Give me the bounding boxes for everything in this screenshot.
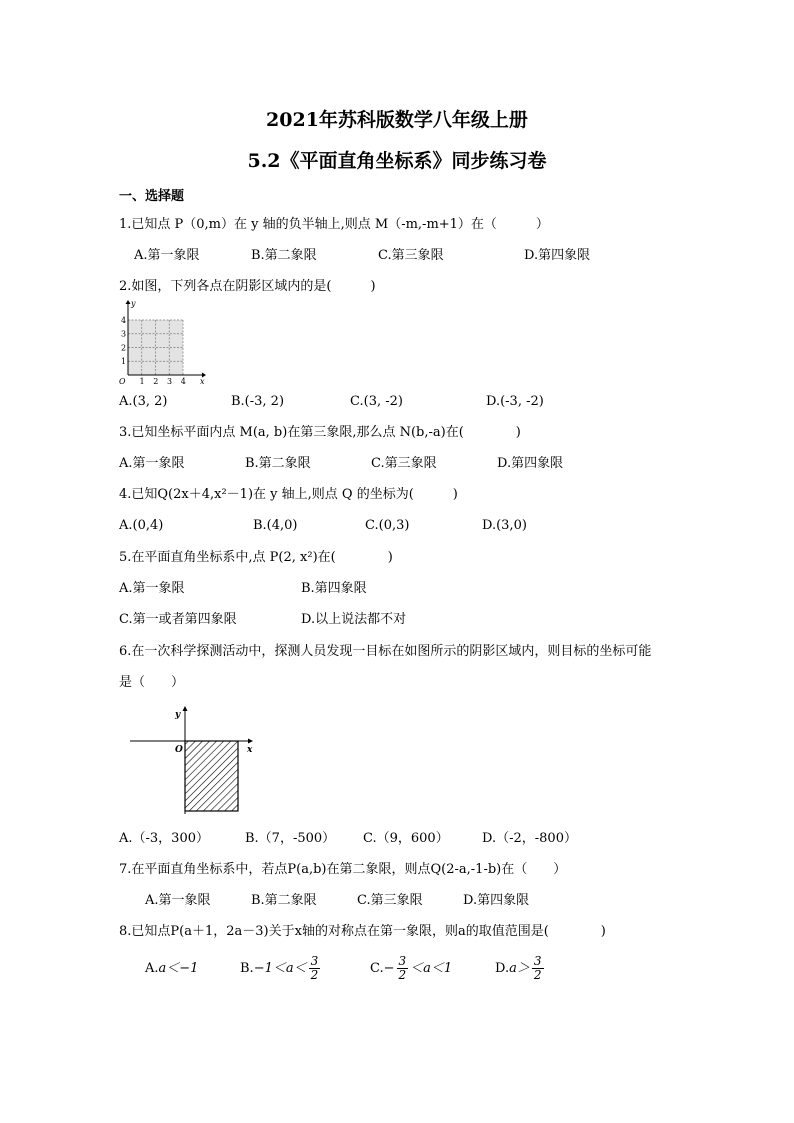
q2-x-tick: 1 [139,377,145,386]
document-subtitle: 5.2《平面直角坐标系》同步练习卷 [247,150,547,172]
question-7-stem: 7.在平面直角坐标系中，若点P(a,b)在第二象限，则点Q(2-a,-1-b)在（ ） [119,862,567,877]
q4-option-d: D.(3,0) [482,518,527,533]
q7-option-c: C.第三象限 [357,893,423,908]
q4-option-b: B.(4,0) [253,518,298,533]
fraction-denominator: 2 [533,968,542,982]
q2-origin-label: O [119,377,126,386]
q8-option-c-left: − [383,961,395,976]
q2-option-c: C.(3, -2) [350,394,403,409]
question-2-stem: 2.如图，下列各点在阴影区域内的是( ) [119,279,376,294]
q6-option-c: C.（9，600） [363,831,449,846]
q4-option-a: A.(0,4) [119,518,164,533]
q3-option-c: C.第三象限 [371,456,437,471]
q8-option-c-fraction [397,955,409,982]
q6-origin-label: O [175,745,183,755]
q6-figure [128,702,262,816]
q2-x-tick: 2 [153,377,159,386]
q1-option-c: C.第三象限 [378,248,444,263]
q8-option-d [495,953,546,985]
q6-option-d: D.（-2，-800） [482,831,577,846]
q6-y-label: y [175,710,181,720]
q2-y-tick: 3 [121,329,127,339]
q3-option-d: D.第四象限 [497,456,564,471]
q2-option-d: D.(-3, -2) [486,394,544,409]
question-6-stem-line2: 是（ ） [119,675,185,690]
q8-option-a-prefix: A. [145,961,159,976]
q3-option-b: B.第二象限 [245,456,311,471]
q2-y-axis-arrow [126,300,131,304]
q1-option-b: B.第二象限 [251,248,317,263]
q8-option-b-prefix: B. [240,961,254,976]
q5-option-d: D.以上说法都不对 [301,612,407,627]
fraction-denominator: 2 [310,968,319,982]
q6-x-axis-arrow [248,739,253,744]
q4-option-c: C.(0,3) [365,518,410,533]
q2-x-label: x [200,377,205,386]
q2-option-a: A.(3, 2) [119,394,168,409]
fraction-numerator: 3 [310,954,319,968]
q8-option-b-fraction [309,955,321,982]
section-heading: 一、选择题 [119,189,185,204]
q7-option-d: D.第四象限 [463,893,530,908]
q8-option-a-expr: a＜−1 [158,961,199,976]
q2-y-label: y [131,299,136,308]
q8-option-c-right: ＜a＜1 [410,961,453,976]
question-5-stem: 5.在平面直角坐标系中,点 P(2, x²)在( ) [119,550,393,565]
fraction-numerator: 3 [533,954,542,968]
q1-option-a: A.第一象限 [134,248,200,263]
q6-option-b: B.（7，-500） [245,831,336,846]
q7-option-a: A.第一象限 [145,893,211,908]
q3-option-a: A.第一象限 [119,456,185,471]
q6-y-axis-arrow [183,706,188,711]
q8-option-d-prefix: D. [495,961,510,976]
question-8-stem: 8.已知点P(a＋1，2a－3)关于x轴的对称点在第一象限，则a的取值范围是( ) [119,924,606,939]
q8-option-d-fraction [532,955,544,982]
question-6-stem-line1: 6.在一次科学探测活动中，探测人员发现一目标在如图所示的阴影区域内，则目标的坐标可能 [119,644,652,659]
q8-option-d-left: a＞ [509,961,530,976]
document-title: 2021年苏科版数学八年级上册 [266,109,528,131]
q2-grid-figure [116,298,208,386]
q5-option-c: C.第一或者第四象限 [119,612,237,627]
q7-option-b: B.第二象限 [251,893,317,908]
q8-option-c [370,953,452,985]
fraction-denominator: 2 [398,968,407,982]
q6-x-label: x [247,745,253,755]
question-4-stem: 4.已知Q(2x＋4,x²－1)在 y 轴上,则点 Q 的坐标为( ) [119,487,458,502]
q5-option-b: B.第四象限 [301,581,367,596]
q2-option-b: B.(-3, 2) [231,394,285,409]
q8-option-b-left: −1＜a＜ [253,961,307,976]
q2-y-tick: 1 [121,357,127,366]
q8-option-b [240,953,322,985]
q1-option-d: D.第四象限 [524,248,591,263]
question-1-stem: 1.已知点 P（0,m）在 y 轴的负半轴上,则点 M（-m,-m+1）在（ ） [119,217,549,232]
q2-x-tick: 3 [167,377,173,386]
q2-x-tick: 4 [180,377,186,386]
q6-option-a: A.（-3，300） [119,831,209,846]
fraction-numerator: 3 [398,954,407,968]
q8-option-c-prefix: C. [370,961,384,976]
q6-shaded-region [185,741,238,811]
q2-y-tick: 2 [121,343,127,353]
q5-option-a: A.第一象限 [119,581,185,596]
q2-y-tick: 4 [121,315,127,325]
question-3-stem: 3.已知坐标平面内点 M(a, b)在第三象限,那么点 N(b,-a)在( ) [119,425,521,440]
q8-option-a [145,961,198,977]
